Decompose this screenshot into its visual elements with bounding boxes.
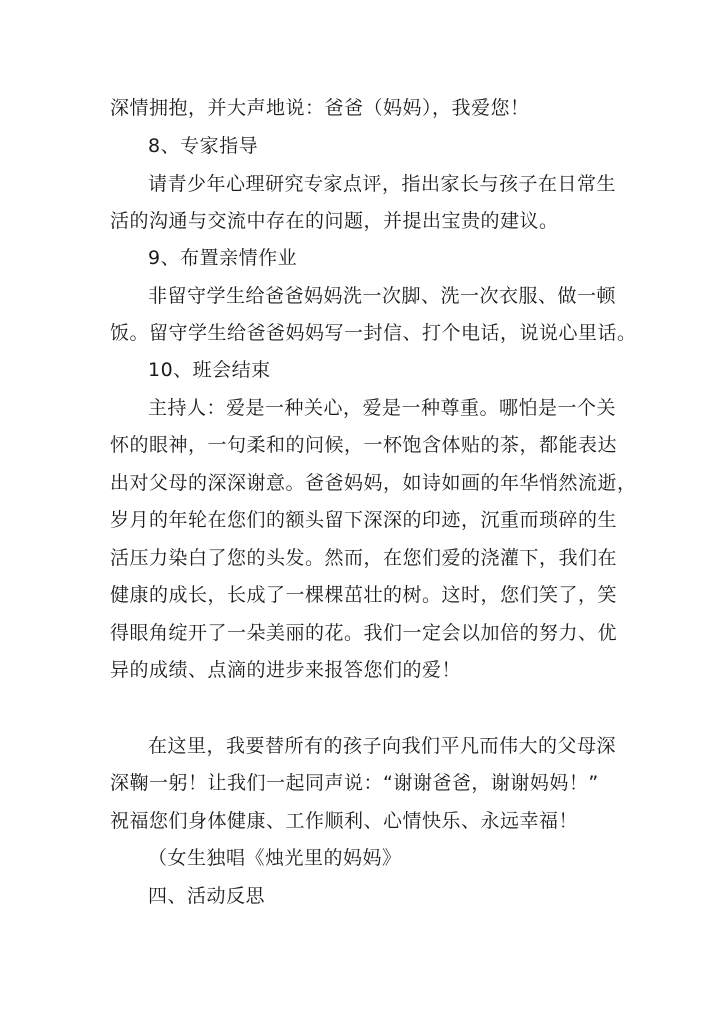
text-line-20: （女生独唱《烛光里的妈妈》 (148, 847, 402, 869)
text-line-3: 请青少年心理研究专家点评，指出家长与孩子在日常生 (148, 173, 617, 195)
text-line-15: 得眼角绽开了一朵美丽的花。我们一定会以加倍的努力、优 (110, 622, 618, 644)
section-heading-4: 四、活动反思 (148, 885, 266, 907)
text-line-16: 异的成绩、点滴的进步来报答您们的爱！ (110, 659, 462, 681)
text-line-13: 活压力染白了您的头发。然而，在您们爱的浇灌下，我们在 (110, 547, 618, 569)
section-heading-9: 9、布置亲情作业 (148, 247, 298, 269)
text-line-18: 深鞠一躬！让我们一起同声说：“谢谢爸爸，谢谢妈妈！” (110, 772, 599, 794)
text-line-17: 在这里，我要替所有的孩子向我们平凡而伟大的父母深 (148, 735, 617, 757)
text-line-9: 主持人：爱是一种关心，爱是一种尊重。哪怕是一个关 (148, 397, 617, 419)
text-line-19: 祝福您们身体健康、工作顺利、心情快乐、永远幸福！ (110, 810, 579, 832)
text-line-4: 活的沟通与交流中存在的问题，并提出宝贵的建议。 (110, 210, 559, 232)
section-heading-10: 10、班会结束 (148, 359, 271, 381)
section-heading-8: 8、专家指导 (148, 135, 259, 157)
text-line-10: 怀的眼神，一句柔和的问候，一杯饱含体贴的茶，都能表达 (110, 434, 618, 456)
text-line-6: 非留守学生给爸爸妈妈洗一次脚、洗一次衣服、做一顿 (148, 285, 617, 307)
text-line-7: 饭。留守学生给爸爸妈妈写一封信、打个电话，说说心里话。 (110, 322, 637, 344)
text-line-1: 深情拥抱，并大声地说：爸爸（妈妈），我爱您！ (110, 97, 530, 119)
text-line-12: 岁月的年轮在您们的额头留下深深的印迹，沉重而琐碎的生 (110, 509, 618, 531)
text-line-11: 出对父母的深深谢意。爸爸妈妈，如诗如画的年华悄然流逝， (110, 472, 637, 494)
text-line-14: 健康的成长，长成了一棵棵茁壮的树。这时，您们笑了，笑 (110, 584, 618, 606)
